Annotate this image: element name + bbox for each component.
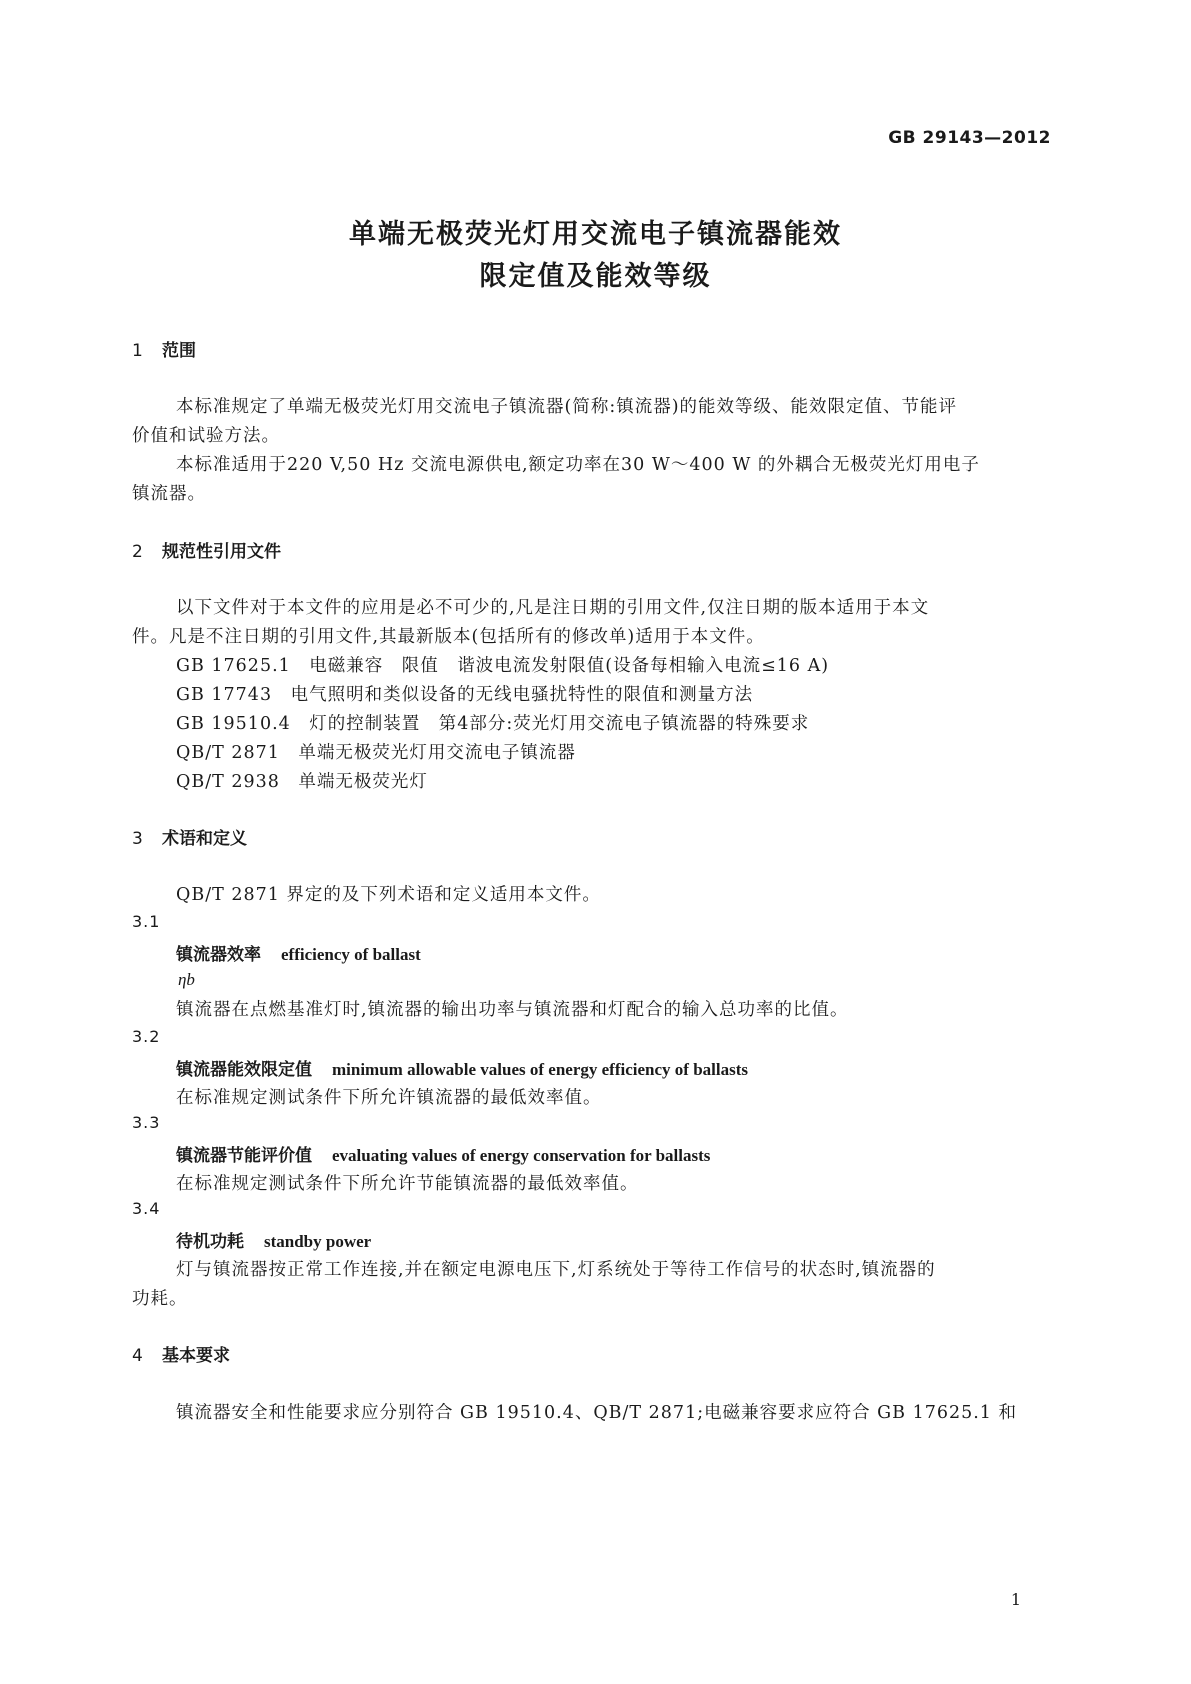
paragraph: QB/T 2871 界定的及下列术语和定义适用本文件。 (176, 885, 601, 905)
reference-item: GB 19510.4 灯的控制装置 第4部分:荧光灯用交流电子镇流器的特殊要求 (176, 714, 810, 734)
term-entry (176, 940, 421, 965)
term-definition: 灯与镇流器按正常工作连接,并在额定电源电压下,灯系统处于等待工作信号的状态时,镇流器的 (176, 1260, 936, 1280)
term-definition: 在标准规定测试条件下所允许镇流器的最低效率值。 (176, 1088, 602, 1108)
term-symbol: ηb (178, 970, 195, 989)
term-chinese: 镇流器效率 (176, 945, 261, 965)
term-entry (176, 1227, 371, 1252)
term-chinese: 镇流器能效限定值 (176, 1060, 312, 1080)
clause-number: 3.4 (132, 1199, 161, 1218)
section-number: 3 (132, 829, 143, 849)
term-chinese: 镇流器节能评价值 (176, 1146, 312, 1166)
term-entry (176, 1141, 710, 1166)
section-title: 范围 (162, 341, 196, 361)
document-title-line1: 单端无极荧光灯用交流电子镇流器能效 (349, 219, 842, 250)
page-number: 1 (1010, 1590, 1021, 1609)
section-4-heading (132, 1341, 230, 1366)
term-definition: 镇流器在点燃基准灯时,镇流器的输出功率与镇流器和灯配合的输入总功率的比值。 (176, 1000, 849, 1020)
section-title: 术语和定义 (162, 829, 247, 849)
paragraph: 价值和试验方法。 (132, 426, 280, 446)
term-english: efficiency of ballast (281, 945, 421, 964)
term-english: evaluating values of energy conservation for ballasts (332, 1146, 711, 1165)
reference-item: QB/T 2938 单端无极荧光灯 (176, 772, 428, 792)
paragraph: 本标准适用于220 V,50 Hz 交流电源供电,额定功率在30 W～400 W 的外耦合无极荧光灯用电子 (176, 455, 980, 475)
section-1-heading (132, 336, 196, 361)
paragraph: 本标准规定了单端无极荧光灯用交流电子镇流器(简称:镇流器)的能效等级、能效限定值、节能评 (176, 397, 958, 417)
section-number: 4 (132, 1346, 143, 1366)
paragraph: 以下文件对于本文件的应用是必不可少的,凡是注日期的引用文件,仅注日期的版本适用于本文 (176, 598, 930, 618)
term-definition: 功耗。 (132, 1289, 188, 1309)
clause-number: 3.3 (132, 1113, 161, 1132)
term-english: minimum allowable values of energy efficiency of ballasts (332, 1060, 748, 1079)
reference-item: GB 17743 电气照明和类似设备的无线电骚扰特性的限值和测量方法 (176, 685, 754, 705)
section-3-heading (132, 824, 247, 849)
paragraph: 镇流器。 (132, 484, 206, 504)
section-number: 2 (132, 542, 143, 562)
paragraph: 镇流器安全和性能要求应分别符合 GB 19510.4、QB/T 2871;电磁兼容要求应符合 GB 17625.1 和 (176, 1403, 1017, 1423)
clause-number: 3.2 (132, 1027, 161, 1046)
section-title: 基本要求 (162, 1346, 230, 1366)
section-number: 1 (132, 341, 143, 361)
term-entry (176, 1055, 748, 1080)
standard-code: GB 29143—2012 (888, 128, 1051, 148)
term-english: standby power (264, 1232, 372, 1251)
clause-number: 3.1 (132, 912, 161, 931)
term-chinese: 待机功耗 (176, 1232, 244, 1252)
section-title: 规范性引用文件 (162, 542, 281, 562)
term-definition: 在标准规定测试条件下所允许节能镇流器的最低效率值。 (176, 1174, 639, 1194)
reference-item: QB/T 2871 单端无极荧光灯用交流电子镇流器 (176, 743, 576, 763)
paragraph: 件。凡是不注日期的引用文件,其最新版本(包括所有的修改单)适用于本文件。 (132, 627, 765, 647)
section-2-heading (132, 537, 281, 562)
reference-item: GB 17625.1 电磁兼容 限值 谐波电流发射限值(设备每相输入电流≤16 A) (176, 656, 830, 676)
document-title-line2: 限定值及能效等级 (479, 261, 712, 292)
